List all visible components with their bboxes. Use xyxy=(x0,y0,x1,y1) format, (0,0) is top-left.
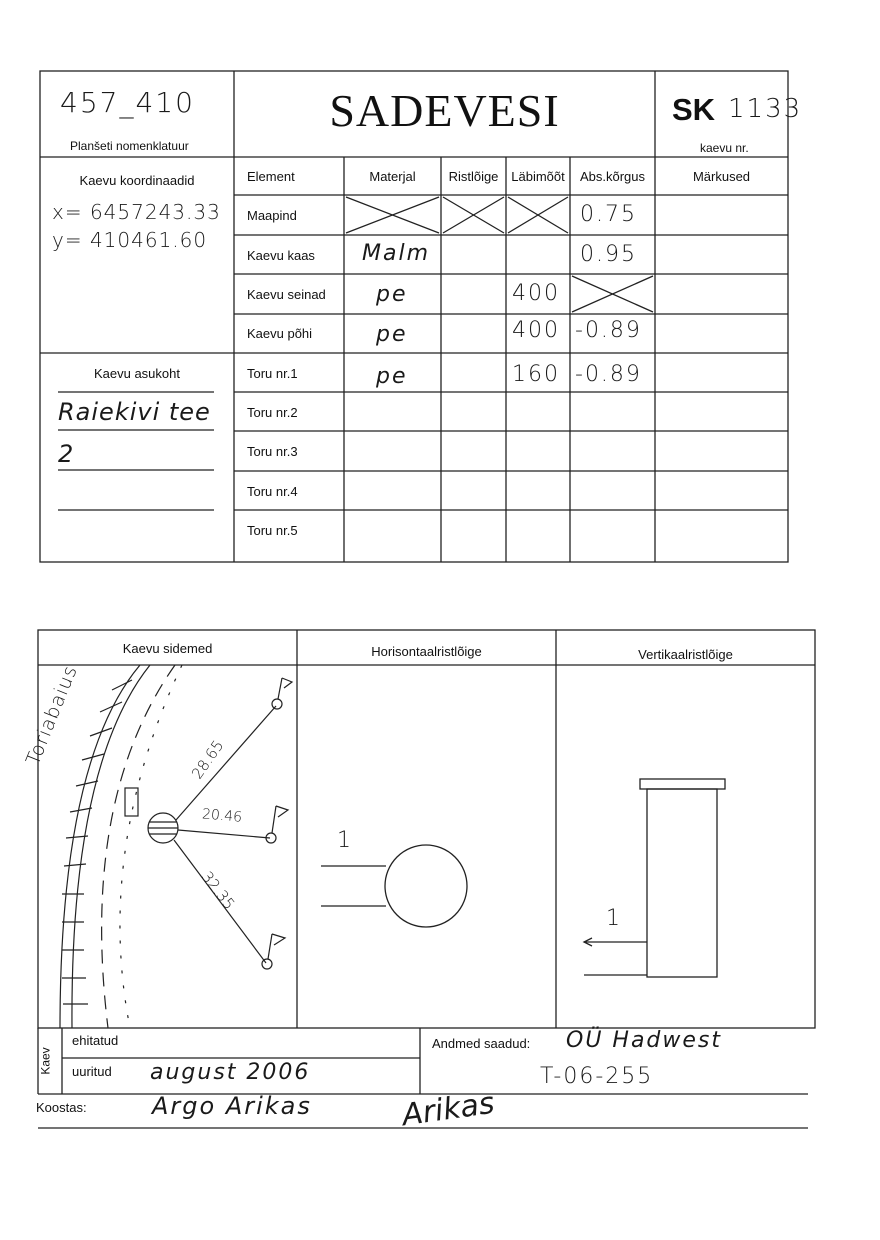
coordinates-label: Kaevu koordinaadid xyxy=(79,173,195,188)
row-element: Kaevu põhi xyxy=(247,326,313,341)
row-element: Toru nr.3 xyxy=(247,444,298,459)
abs-height-value: -0.89 xyxy=(575,362,642,387)
row-element: Kaevu seinad xyxy=(247,287,326,302)
well-prefix: SK xyxy=(672,92,716,127)
col-header-diameter: Läbimõõt xyxy=(511,169,565,184)
material-value: pe xyxy=(376,322,408,347)
row-element: Toru nr.1 xyxy=(247,366,298,381)
data-source-label: Andmed saadud: xyxy=(432,1036,531,1051)
compiled-label: Koostas: xyxy=(36,1100,87,1115)
material-value: pe xyxy=(376,282,408,307)
well-label: kaevu nr. xyxy=(700,141,749,155)
location-line-2: 2 xyxy=(58,440,76,468)
diameter-value: 160 xyxy=(512,362,560,387)
vertical-section-label: Vertikaalristlõige xyxy=(638,647,733,662)
surveyed-value: august 2006 xyxy=(150,1060,311,1085)
col-header-abs-height: Abs.kõrgus xyxy=(579,169,646,184)
diameter-value: 400 xyxy=(512,281,560,306)
nomenclature-label: Planšeti nomenklatuur xyxy=(70,139,189,153)
row-element: Toru nr.2 xyxy=(247,405,298,420)
data-source-ref: T-06-255 xyxy=(540,1064,654,1089)
data-source-value: OÜ Hadwest xyxy=(566,1028,723,1053)
col-header-material: Materjal xyxy=(369,169,416,184)
page-title: SADEVESI xyxy=(329,85,560,136)
nomenclature-value: 457_410 xyxy=(60,86,195,119)
well-side-label: Kaev xyxy=(38,1047,53,1075)
col-header-notes: Märkused xyxy=(692,169,751,184)
row-element: Toru nr.5 xyxy=(247,523,298,538)
abs-height-value: -0.89 xyxy=(575,318,642,343)
material-value: pe xyxy=(376,364,408,389)
row-element: Kaevu kaas xyxy=(247,248,315,263)
pipe-label-vertical: 1 xyxy=(606,906,622,931)
built-label: ehitatud xyxy=(72,1033,119,1048)
diameter-value: 400 xyxy=(512,318,560,343)
tie-distance-3: 32.35 xyxy=(197,868,239,913)
row-element: Toru nr.4 xyxy=(247,484,298,499)
coordinate-x: x= 6457243.33 xyxy=(52,200,221,224)
signature: Arikas xyxy=(400,1085,497,1134)
tie-distance-2: 20.46 xyxy=(201,806,243,826)
pipe-label-horizontal: 1 xyxy=(337,828,353,853)
col-header-cross-section: Ristlõige xyxy=(448,169,499,184)
abs-height-value: 0.95 xyxy=(580,242,637,267)
ties-label: Kaevu sidemed xyxy=(122,641,213,656)
compiled-value: Argo Arikas xyxy=(152,1092,312,1120)
row-element: Maapind xyxy=(247,208,297,223)
abs-height-value: 0.75 xyxy=(580,202,637,227)
coordinate-y: y= 410461.60 xyxy=(52,228,208,252)
tie-distance-1: 28.65 xyxy=(188,736,228,783)
location-label: Kaevu asukoht xyxy=(93,366,180,381)
well-number: 1133 xyxy=(728,94,803,124)
surveyed-label: uuritud xyxy=(72,1064,112,1079)
street-name: Toriabaius xyxy=(22,662,82,769)
horizontal-section-label: Horisontaalristlõige xyxy=(371,644,482,659)
material-value: Malm xyxy=(362,241,431,266)
location-line-1: Raiekivi tee xyxy=(58,398,211,426)
col-header-element: Element xyxy=(247,169,295,184)
